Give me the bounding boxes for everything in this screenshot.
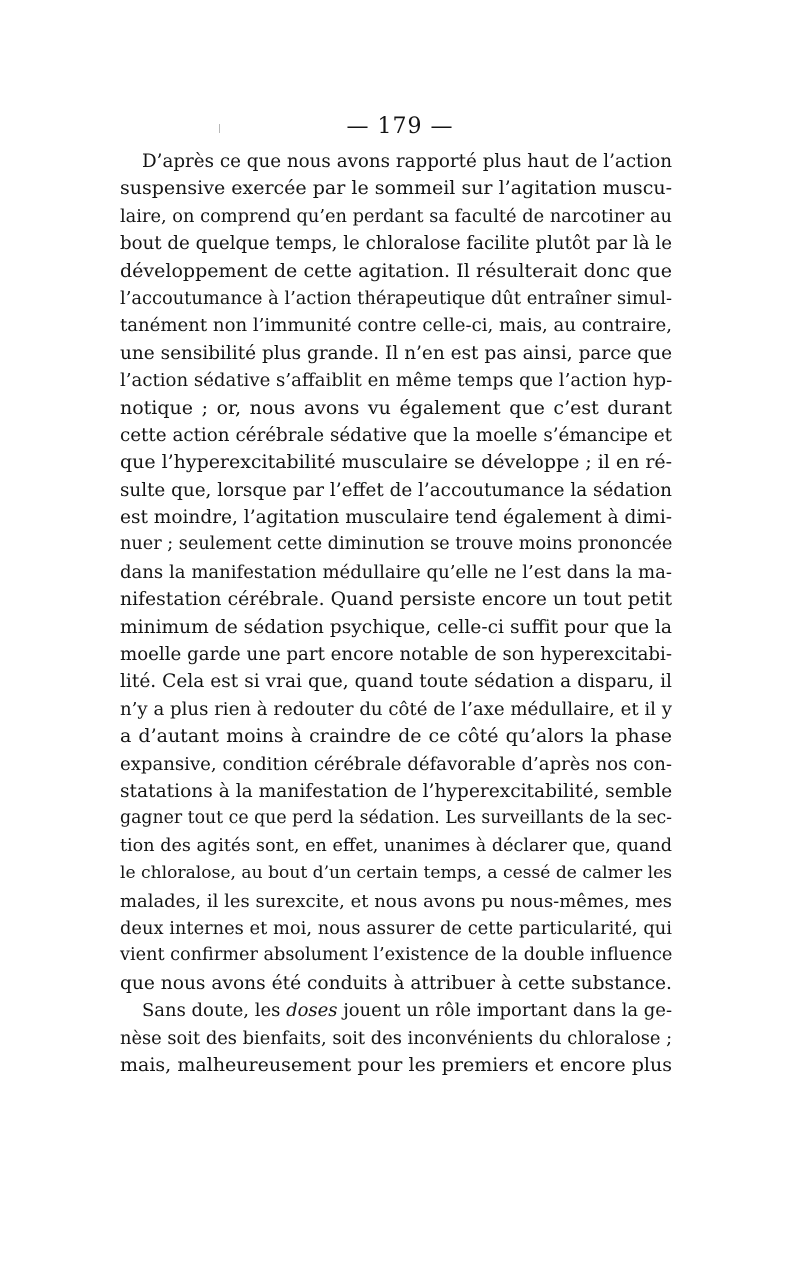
- text-line: l’accoutumance à l’action thérapeutique dût entraîner simul-: [120, 287, 672, 309]
- text-line: moelle garde une part encore notable de son hyperexcitabi-: [120, 644, 672, 666]
- text-line: le chloralose, au bout d’un certain temps, a cessé de calmer les: [120, 863, 672, 884]
- text-line: minimum de sédation psychique, celle-ci suffit pour que la: [120, 616, 672, 638]
- text-run: jouent un rôle important dans la ge-: [337, 1000, 673, 1022]
- text-line: suspensive exercée par le sommeil sur l’agitation muscu-: [120, 177, 672, 200]
- text-line: dans la manifestation médullaire qu’elle ne l’est dans la ma-: [120, 561, 672, 583]
- text-line: l’action sédative s’affaiblit en même temps que l’action hyp-: [120, 370, 673, 392]
- text-line: n’y a plus rien à redouter du côté de l’axe médullaire, et il y: [120, 698, 672, 720]
- emphasized-word: doses: [286, 1000, 338, 1022]
- text-line: que nous avons été conduits à attribuer à cette substance.: [120, 972, 672, 994]
- text-line: cette action cérébrale sédative que la moelle s’émancipe et: [120, 424, 672, 446]
- text-line: D’après ce que nous avons rapporté plus haut de l’action: [142, 151, 672, 172]
- text-line: lité. Cela est si vrai que, quand toute sédation a disparu, il: [120, 671, 672, 693]
- text-line: vient confirmer absolument l’existence de la double influence: [120, 945, 673, 966]
- text-line: tanément non l’immunité contre celle-ci, mais, au contraire,: [120, 315, 672, 337]
- body-text: [120, 148, 672, 1079]
- text-run: Sans doute, les: [142, 1000, 287, 1022]
- text-line: laire, on comprend qu’en perdant sa faculté de narcotiner au: [120, 205, 672, 227]
- text-line: que l’hyperexcitabilité musculaire se développe ; il en ré-: [120, 451, 673, 474]
- paragraph-2: [120, 997, 672, 1079]
- text-line: mais, malheureusement pour les premiers et encore plus: [120, 1053, 672, 1076]
- text-line: est moindre, l’agitation musculaire tend également à dimi-: [120, 507, 673, 529]
- text-line: nèse soit des bienfaits, soit des inconvénients du chloralose ;: [120, 1027, 673, 1049]
- text-line: nuer ; seulement cette diminution se trouve moins prononcée: [120, 534, 673, 555]
- text-line: développement de cette agitation. Il résulterait donc que: [120, 259, 672, 282]
- text-line: malades, il les surexcite, et nous avons pu nous-mêmes, mes: [120, 890, 672, 912]
- text-line: tion des agités sont, en effet, unanimes à déclarer que, quand: [120, 835, 672, 856]
- text-line: expansive, condition cérébrale défavorable d’après nos con-: [120, 753, 672, 775]
- text-line: bout de quelque temps, le chloralose facilite plutôt par là le: [120, 233, 672, 255]
- text-line: nifestation cérébrale. Quand persiste encore un tout petit: [120, 589, 672, 611]
- text-line: notique ; or, nous avons vu également que c’est durant: [120, 396, 672, 419]
- text-line: sulte que, lorsque par l’effet de l’accoutumance la sédation: [120, 479, 672, 501]
- text-line: [120, 997, 672, 1024]
- text-line: une sensibilité plus grande. Il n’en est pas ainsi, parce que: [120, 342, 672, 364]
- text-line: a d’autant moins à craindre de ce côté qu’alors la phase: [120, 725, 672, 748]
- text-line: deux internes et moi, nous assurer de cette particularité, qui: [120, 917, 672, 939]
- text-line: gagner tout ce que perd la sédation. Les surveillants de la sec-: [120, 808, 672, 829]
- text-line: statations à la manifestation de l’hyperexcitabilité, semble: [120, 780, 673, 802]
- paragraph-1: [120, 148, 672, 997]
- page-number: — 179 —: [346, 114, 454, 139]
